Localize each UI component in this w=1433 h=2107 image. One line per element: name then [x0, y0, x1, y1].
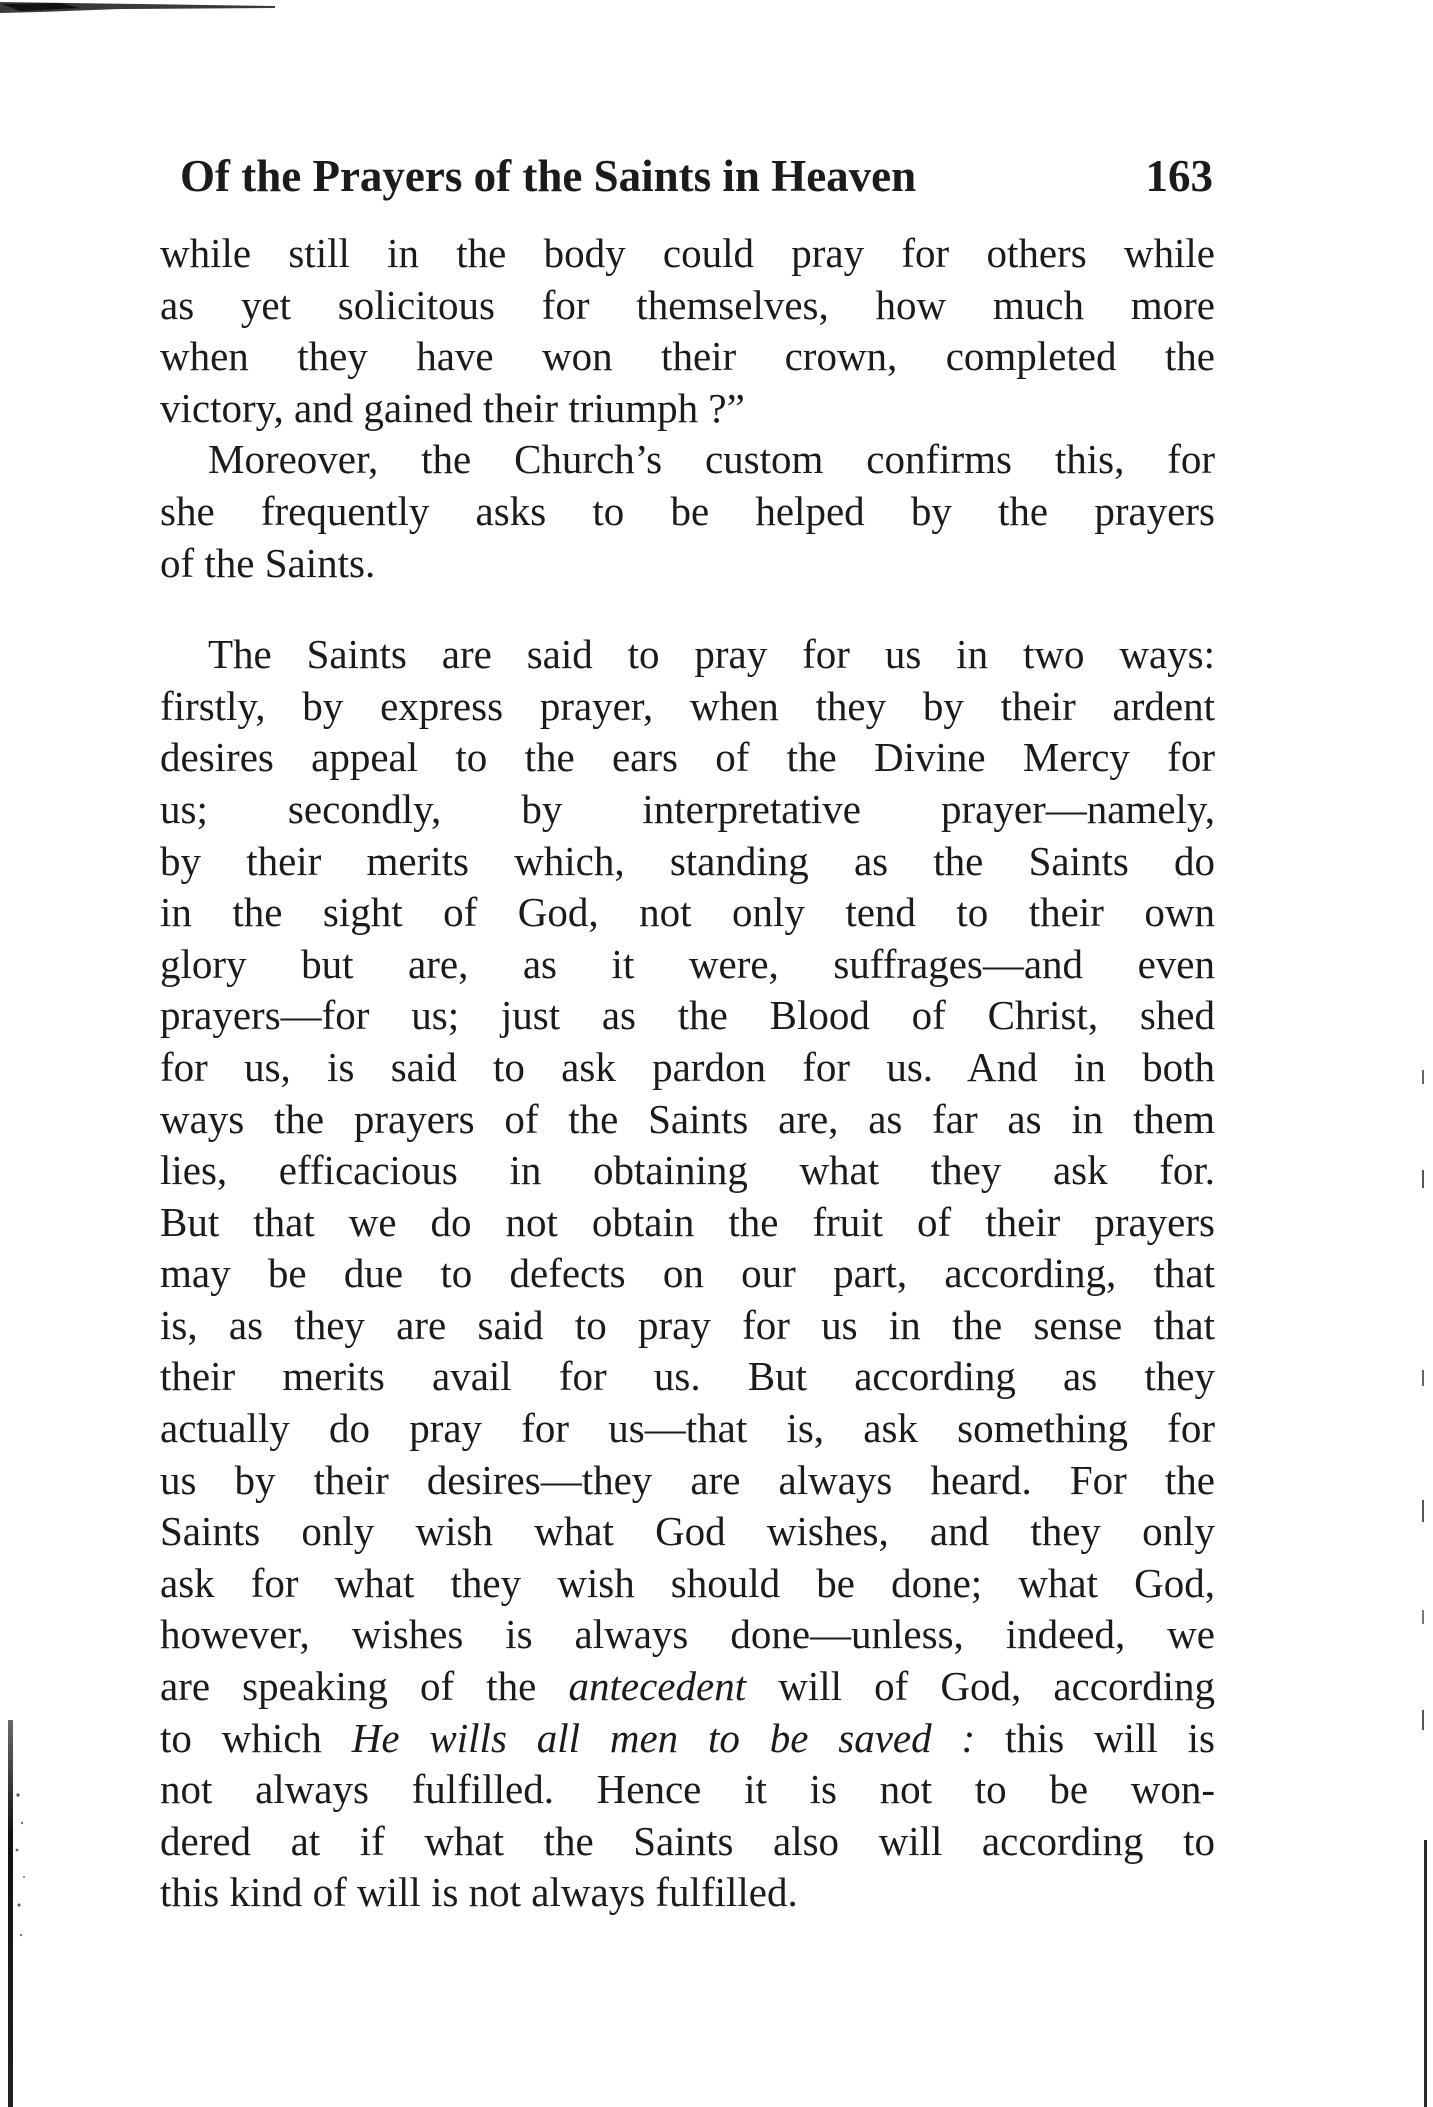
paragraph [160, 629, 1215, 1919]
text-line: for us, is said to ask pardon for us. And in both [160, 1043, 1215, 1090]
text-run: this will is [975, 1714, 1216, 1761]
text-line: by their merits which, standing as the Saints do [160, 837, 1215, 884]
paragraph-gap [160, 589, 1215, 629]
text-run: will of God, according [746, 1663, 1215, 1710]
text-line: us by their desires—they are always heard. For the [160, 1456, 1215, 1503]
text-line: Moreover, the Church’s custom confirms this, for [208, 436, 1215, 483]
text-line: But that we do not obtain the fruit of their prayers [160, 1198, 1215, 1245]
text-line: may be due to defects on our part, according, that [160, 1250, 1215, 1297]
text-line: is, as they are said to pray for us in the sense that [160, 1301, 1215, 1348]
text-line: actually do pray for us—that is, ask something for [160, 1405, 1215, 1452]
body-text [160, 228, 1215, 1919]
paragraph [160, 434, 1215, 589]
text-line: as yet solicitous for themselves, how much more [160, 281, 1215, 328]
italic-run: He wills all men to be saved : [351, 1714, 976, 1761]
text-line: when they have won their crown, completed the [160, 333, 1215, 380]
text-line: us; secondly, by interpretative prayer—namely, [160, 785, 1215, 832]
text-run: are speaking of the [160, 1663, 569, 1710]
text-line: firstly, by express prayer, when they by their ardent [160, 682, 1215, 729]
running-title: Of the Prayers of the Saints in Heaven [180, 151, 917, 201]
text-line [160, 1713, 1215, 1765]
page-number: 163 [1145, 151, 1213, 201]
scan-edge-mark [0, 0, 275, 14]
text-line: she frequently asks to be helped by the prayers [160, 487, 1215, 534]
text-line: ways the prayers of the Saints are, as far as in them [160, 1095, 1215, 1142]
text-line [160, 1661, 1215, 1713]
text-line: The Saints are said to pray for us in two ways: [208, 631, 1215, 678]
italic-run: antecedent [568, 1663, 747, 1710]
text-line: ask for what they wish should be done; what God, [160, 1559, 1215, 1606]
text-line: of the Saints. [160, 539, 376, 586]
paragraph [160, 228, 1215, 434]
text-line: dered at if what the Saints also will according to [160, 1817, 1215, 1864]
text-line: lies, efficacious in obtaining what they ask for. [160, 1147, 1215, 1194]
text-line: desires appeal to the ears of the Divine Mercy for [160, 734, 1215, 781]
text-line: glory but are, as it were, suffrages—and even [160, 940, 1215, 987]
running-head [180, 146, 1213, 206]
text-line: victory, and gained their triumph ?” [160, 384, 745, 431]
text-line: prayers—for us; just as the Blood of Christ, shed [160, 992, 1215, 1039]
scan-margin-rule-right [1424, 1840, 1427, 2107]
text-line: however, wishes is always done—unless, indeed, we [160, 1611, 1215, 1658]
text-line: not always fulfilled. Hence it is not to be won- [160, 1766, 1215, 1813]
text-run: to which [160, 1714, 352, 1761]
text-line: while still in the body could pray for others while [160, 230, 1215, 276]
text-line: Saints only wish what God wishes, and they only [160, 1508, 1215, 1555]
text-line: this kind of will is not always fulfilled. [160, 1869, 798, 1916]
text-line: their merits avail for us. But according as they [160, 1353, 1215, 1400]
text-line: in the sight of God, not only tend to their own [160, 889, 1215, 936]
scan-margin-specks [8, 1785, 38, 1945]
scan-margin-ticks [1418, 1050, 1428, 1770]
